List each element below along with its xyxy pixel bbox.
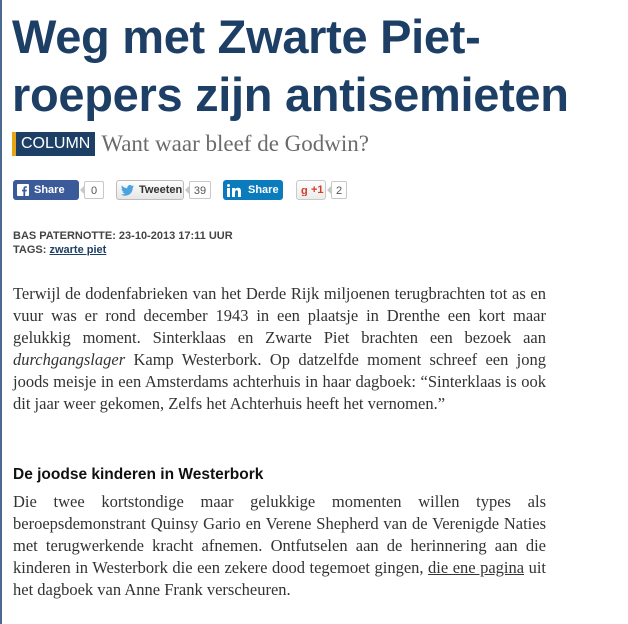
paragraph-text: uit het dagboek van Anne Frank verscheuren. bbox=[13, 558, 546, 599]
twitter-tweet-button[interactable] bbox=[116, 180, 184, 200]
paragraph-text: Die twee kortstondige maar gelukkige momenten willen types als beroepsdemonstrant Quinsy Gario en Verene Shepherd van de Verenigde Naties met terugwerkende kracht afnemen. Ontfutselen aan de herinnering aan die kinderen in Westerbork die een zekere dood tegemoet gingen, bbox=[13, 492, 546, 577]
tag-link[interactable]: zwarte piet bbox=[49, 244, 107, 256]
paragraph-text: Terwijl de dodenfabrieken van het Derde Rijk miljoenen terugbrachten tot as en vuur was er rond december 1943 in een plaatsje in Drenthe een kort maar gelukkig moment. Sinterklaas en Zwarte Piet brachten een bezoek aan bbox=[13, 284, 546, 347]
emphasis-text: durchgangslager bbox=[13, 350, 126, 369]
article-headline: Weg met Zwarte Piet-roepers zijn antisemieten bbox=[12, 10, 569, 121]
inline-link[interactable]: die ene pagina bbox=[428, 558, 525, 577]
twitter-bird-icon bbox=[121, 185, 134, 196]
left-border bbox=[0, 0, 2, 624]
column-label[interactable]: COLUMN bbox=[16, 132, 95, 156]
paragraph-text: Kamp Westerbork. Op datzelfde moment schreef een jong joods meisje in een Amsterdams achterhuis in haar dagboek: “Sinterklaas is ook dit jaar weer gekomen, Zelfs het Achterhuis heeft het vernomen.” bbox=[13, 350, 546, 413]
linkedin-share-label: Share bbox=[248, 184, 279, 196]
facebook-icon bbox=[17, 184, 29, 196]
social-share-bar bbox=[13, 180, 347, 200]
article-paragraph bbox=[13, 283, 546, 415]
section-subheading: De joodse kinderen in Westerbork bbox=[13, 466, 264, 483]
article-subtitle: Want waar bleef de Godwin? bbox=[101, 131, 369, 156]
googleplus-button[interactable] bbox=[296, 180, 326, 200]
tags-row bbox=[13, 243, 233, 257]
googleplus-count: 2 bbox=[331, 181, 347, 199]
svg-text:g: g bbox=[301, 184, 308, 196]
google-plus-icon bbox=[301, 185, 310, 196]
facebook-share-count: 0 bbox=[84, 181, 104, 199]
twitter-tweet-label: Tweeten bbox=[139, 184, 183, 196]
article-paragraph bbox=[13, 491, 546, 601]
tags-label: TAGS: bbox=[13, 244, 47, 256]
twitter-tweet-count: 39 bbox=[189, 181, 211, 199]
column-kicker bbox=[12, 132, 369, 156]
facebook-share-button[interactable] bbox=[13, 180, 79, 200]
linkedin-icon bbox=[227, 184, 243, 197]
linkedin-share-button[interactable] bbox=[223, 180, 283, 200]
article-meta bbox=[13, 229, 233, 257]
googleplus-label: +1 bbox=[311, 184, 324, 196]
byline: BAS PATERNOTTE: 23-10-2013 17:11 UUR bbox=[13, 230, 233, 242]
facebook-share-label: Share bbox=[34, 184, 65, 196]
